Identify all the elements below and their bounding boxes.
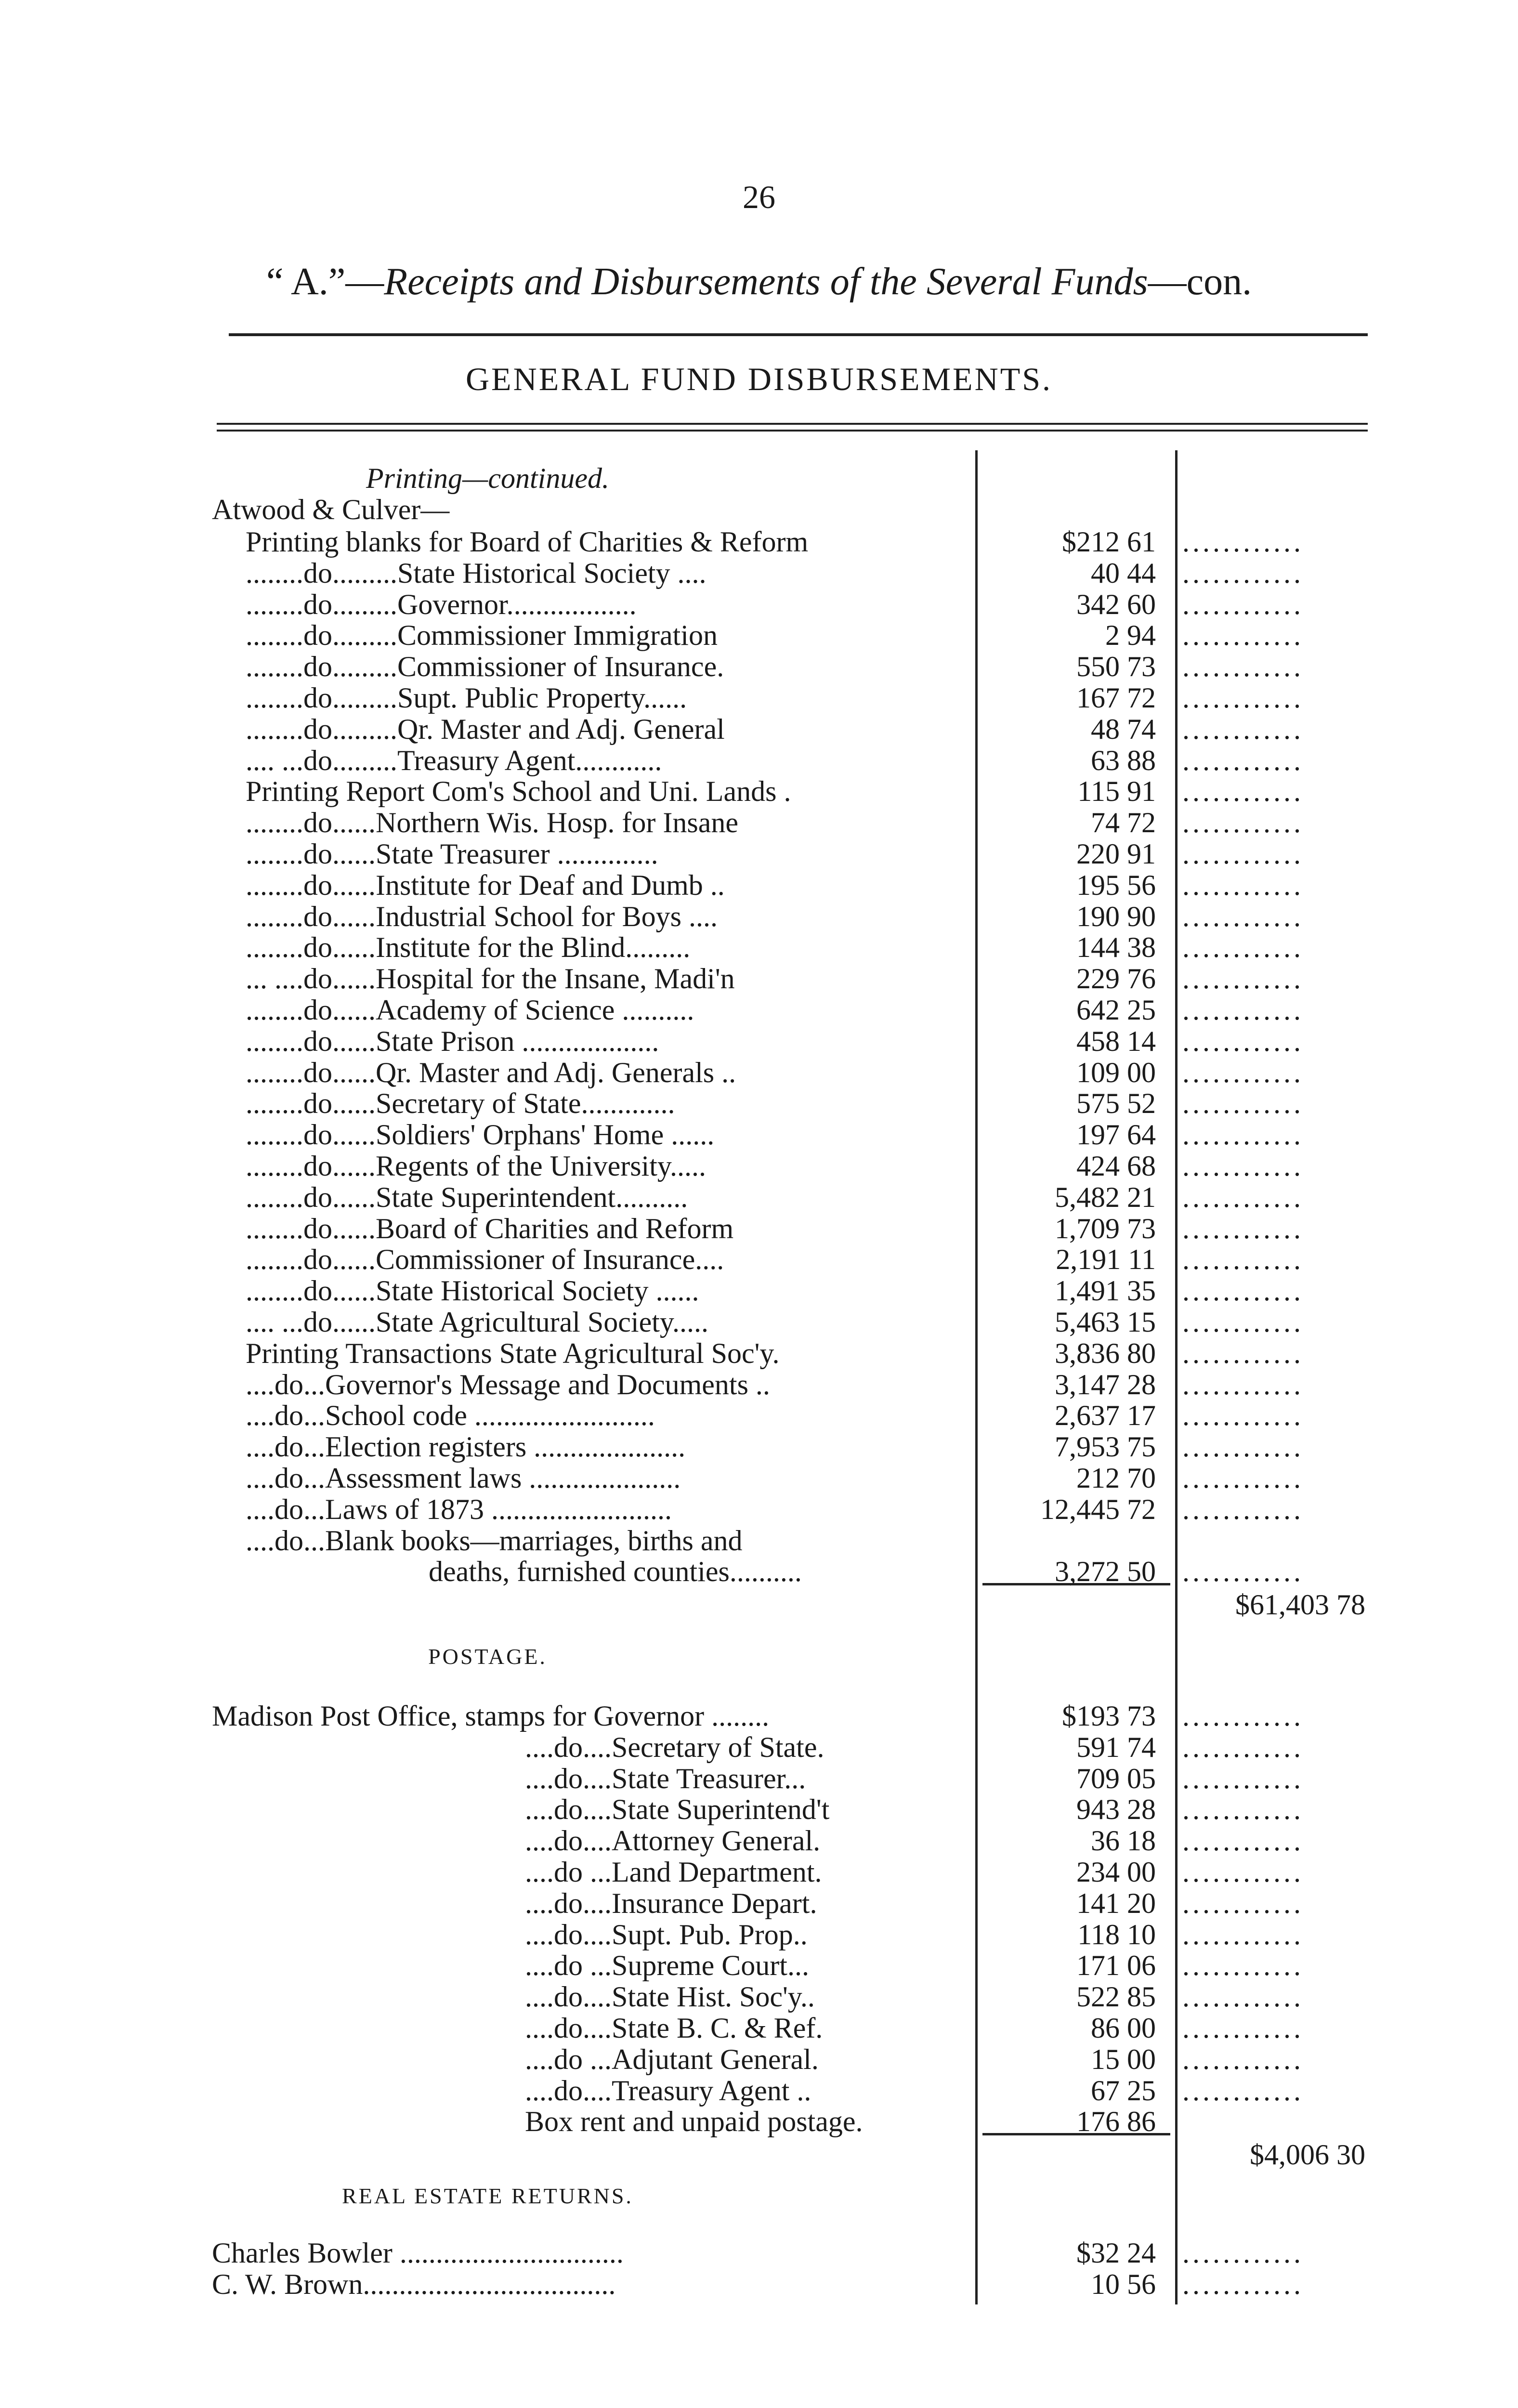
row-description: C. W. Brown................................... [212,2268,616,2300]
row-amount: 144 38 [1076,931,1156,964]
row-amount: 5,463 15 [1055,1306,1156,1338]
row-description: ....do....Supt. Pub. Prop.. [525,1918,808,1950]
row-amount: 10 56 [1091,2268,1156,2300]
header-rule [229,333,1368,336]
dot-leader: ............ [1182,2012,1304,2044]
table-row [0,1731,1518,1763]
row-amount: 15 00 [1091,2043,1156,2075]
row-amount: 74 72 [1091,807,1156,839]
row-amount: 1,491 35 [1055,1275,1156,1307]
dot-leader: ............ [1182,1887,1304,1919]
table-row [0,1119,1518,1151]
table-row [0,2043,1518,2075]
contractor-name: Atwood & Culver— [212,494,450,525]
row-description: Printing Transactions State Agricultural Soc'y. [246,1337,780,1369]
running-title [0,260,1518,304]
table-row [0,682,1518,714]
dot-leader: ............ [1182,1243,1304,1276]
dot-leader: ............ [1182,1056,1304,1088]
table-row [0,651,1518,682]
section-total: $4,006 30 [1250,2139,1365,2171]
table-row [0,526,1518,558]
row-description: ........do.........Supt. Public Property...... [246,682,687,714]
printing-subtitle: Printing—continued. [366,462,609,494]
table-row [0,1243,1518,1275]
row-amount: 220 91 [1076,838,1156,870]
row-amount: 63 88 [1091,744,1156,776]
row-description: ....do ...Adjutant General. [525,2043,819,2075]
dot-leader: ............ [1182,1700,1304,1732]
row-description: Box rent and unpaid postage. [525,2106,863,2138]
dot-leader: ............ [1182,1793,1304,1826]
table-row [0,1369,1518,1400]
table-row [0,807,1518,838]
dot-leader: ............ [1182,619,1304,652]
table-row [0,1763,1518,1794]
row-description: ........do......State Prison ................... [246,1025,659,1057]
table-row [0,1950,1518,1981]
dot-leader: ............ [1182,588,1304,620]
table-row [0,1919,1518,1950]
row-amount: 3,272 50 [1055,1556,1156,1588]
table-row [0,1856,1518,1888]
running-title-prefix: “ A.”— [266,261,384,303]
table-row [0,2237,1518,2269]
dot-leader: ............ [1182,838,1304,870]
table-row [0,775,1518,807]
row-description: ....do....State Hist. Soc'y.. [525,1981,815,2013]
table-row [0,1150,1518,1182]
page-number: 26 [743,179,775,215]
row-amount: 591 74 [1076,1731,1156,1763]
dot-leader: ............ [1182,713,1304,745]
table-row [0,1700,1518,1732]
table-row [0,745,1518,776]
row-amount: 40 44 [1091,557,1156,589]
table-row [0,1025,1518,1057]
table-row [0,2139,1518,2171]
row-amount: 197 64 [1076,1119,1156,1151]
table-row [0,1525,1518,1557]
dot-leader: ............ [1182,1462,1304,1494]
row-description: ....do ...Supreme Court... [525,1950,809,1982]
row-amount: 2 94 [1105,619,1156,652]
row-description: ....do....Treasury Agent .. [525,2074,811,2107]
row-amount: 212 70 [1076,1462,1156,1494]
dot-leader: ............ [1182,2043,1304,2075]
row-description: ....do....State B. C. & Ref. [525,2012,823,2044]
dot-leader: ............ [1182,557,1304,589]
row-amount: $212 61 [1062,526,1156,558]
dot-leader: ............ [1182,2237,1304,2269]
table-row [0,869,1518,901]
row-description: ....do....State Superintend't [525,1793,830,1826]
row-amount: $32 24 [1076,2237,1156,2269]
dot-leader: ............ [1182,1493,1304,1525]
row-description: Printing blanks for Board of Charities & Reform [246,526,809,558]
dot-leader: ............ [1182,963,1304,995]
row-amount: 115 91 [1077,775,1156,808]
table-row [0,2106,1518,2137]
row-amount: 109 00 [1076,1056,1156,1088]
table-row [0,1793,1518,1825]
row-description: ........do......Secretary of State............. [246,1087,675,1120]
dot-leader: ............ [1182,1087,1304,1120]
section-title: GENERAL FUND DISBURSEMENTS. [465,361,1053,397]
row-description: ........do.........Commissioner of Insurance. [246,651,724,683]
row-description: ........do......Soldiers' Orphans' Home ...... [246,1119,715,1151]
dot-leader: ............ [1182,1762,1304,1794]
row-description: ........do......Commissioner of Insurance.... [246,1243,724,1276]
row-amount: 234 00 [1076,1856,1156,1888]
subtotal-rule [982,1583,1170,1585]
dot-leader: ............ [1182,1275,1304,1307]
table-row [0,963,1518,995]
dot-leader: ............ [1182,1306,1304,1338]
row-description: ....do...Governor's Message and Documents .. [246,1368,770,1400]
row-amount: 575 52 [1076,1087,1156,1120]
row-amount: 195 56 [1076,869,1156,901]
table-row [0,1057,1518,1088]
row-description: ........do.........State Historical Society .... [246,557,707,589]
row-amount: 48 74 [1091,713,1156,745]
table-row [0,1493,1518,1525]
row-amount: 458 14 [1076,1025,1156,1057]
dot-leader: ............ [1182,775,1304,808]
row-amount: 86 00 [1091,2012,1156,2044]
table-row [0,1589,1518,1621]
table-row [0,713,1518,745]
row-amount: 141 20 [1076,1887,1156,1919]
row-description: ........do......Industrial School for Boys .... [246,900,718,932]
row-description: Madison Post Office, stamps for Governor ........ [212,1700,770,1732]
table-row [0,619,1518,651]
dot-leader: ............ [1182,2268,1304,2300]
row-description: ... ....do......Hospital for the Insane, Madi'n [246,963,735,995]
row-description: ........do.........Qr. Master and Adj. General [246,713,725,745]
dot-leader: ............ [1182,1731,1304,1763]
dot-leader: ............ [1182,869,1304,901]
table-row [0,1337,1518,1369]
table-row [0,1400,1518,1431]
row-amount: 2,637 17 [1055,1400,1156,1432]
dot-leader: ............ [1182,2074,1304,2107]
table-row [0,901,1518,932]
dot-leader: ............ [1182,1368,1304,1400]
dot-leader: ............ [1182,1556,1304,1588]
row-amount: 550 73 [1076,651,1156,683]
dot-leader: ............ [1182,1025,1304,1057]
row-description: .... ...do......State Agricultural Society..... [246,1306,708,1338]
table-row [0,1275,1518,1307]
row-description: ........do......Regents of the University..... [246,1150,706,1182]
row-description: ....do....Insurance Depart. [525,1887,817,1919]
table-row [0,1462,1518,1494]
row-description: ........do......Northern Wis. Hosp. for Insane [246,807,738,839]
row-amount: 190 90 [1076,900,1156,932]
row-description: ....do...Laws of 1873 ......................... [246,1493,672,1525]
row-amount: 522 85 [1076,1981,1156,2013]
row-description: Charles Bowler ............................... [212,2237,624,2269]
row-description: ........do......Institute for the Blind......... [246,931,691,964]
dot-leader: ............ [1182,1337,1304,1369]
row-description: ........do.........Governor.................. [246,588,637,620]
dot-leader: ............ [1182,744,1304,776]
row-description: ....do...School code ......................... [246,1400,655,1432]
dot-leader: ............ [1182,1431,1304,1463]
row-description: ....do...Blank books—marriages, births and [246,1524,743,1557]
table-row [0,2012,1518,2044]
dot-leader: ............ [1182,1212,1304,1244]
row-description: ........do......Academy of Science .......... [246,994,694,1026]
dot-leader: ............ [1182,931,1304,964]
row-amount: 709 05 [1076,1762,1156,1794]
dot-leader: ............ [1182,1119,1304,1151]
row-description: ....do ...Land Department. [525,1856,822,1888]
table-row [0,838,1518,870]
row-description: ....do...Assessment laws ..................... [246,1462,681,1494]
row-amount: $193 73 [1062,1700,1156,1732]
row-description: ........do......Board of Charities and Reform [246,1212,734,1244]
dot-leader: ............ [1182,1825,1304,1857]
dot-leader: ............ [1182,1950,1304,1982]
row-amount: 229 76 [1076,963,1156,995]
dot-leader: ............ [1182,1856,1304,1888]
row-description: ....do...Election registers ..................... [246,1431,686,1463]
dot-leader: ............ [1182,682,1304,714]
row-amount: 118 10 [1077,1918,1156,1950]
table-row [0,1556,1518,1587]
row-amount: 1,709 73 [1055,1212,1156,1244]
postage-heading: POSTAGE. [428,1644,547,1669]
running-title-italic: Receipts and Disbursements of the Several Funds [384,261,1148,303]
row-description: ........do......Institute for Deaf and Dumb .. [246,869,725,901]
row-description: .... ...do.........Treasury Agent............ [246,744,662,776]
row-amount: 2,191 11 [1056,1243,1156,1276]
row-description: ....do....State Treasurer... [525,1762,806,1794]
row-amount: 7,953 75 [1055,1431,1156,1463]
row-description: ........do......State Superintendent.......... [246,1181,688,1213]
table-row [0,1431,1518,1463]
row-description: deaths, furnished counties.......... [429,1556,802,1588]
dot-leader: ............ [1182,1181,1304,1213]
row-amount: 171 06 [1076,1950,1156,1982]
row-amount: 642 25 [1076,994,1156,1026]
section-total: $61,403 78 [1235,1589,1365,1621]
row-amount: 12,445 72 [1040,1493,1156,1525]
row-amount: 176 86 [1076,2106,1156,2138]
row-amount: 36 18 [1091,1825,1156,1857]
dot-leader: ............ [1182,1400,1304,1432]
table-row [0,1213,1518,1244]
dot-leader: ............ [1182,526,1304,558]
table-row [0,589,1518,620]
row-description: ........do.........Commissioner Immigration [246,619,718,652]
dot-leader: ............ [1182,807,1304,839]
dot-leader: ............ [1182,651,1304,683]
real-estate-heading: REAL ESTATE RETURNS. [342,2184,633,2208]
row-description: ....do....Attorney General. [525,1825,821,1857]
subtotal-rule [982,2133,1170,2135]
dot-leader: ............ [1182,900,1304,932]
dot-leader: ............ [1182,994,1304,1026]
dot-leader: ............ [1182,1150,1304,1182]
table-row [0,1887,1518,1919]
double-rule [217,423,1368,432]
dot-leader: ............ [1182,1981,1304,2013]
running-title-suffix: —con. [1148,261,1252,303]
row-description: ........do......Qr. Master and Adj. Generals .. [246,1056,736,1088]
table-row [0,557,1518,589]
row-description: Printing Report Com's School and Uni. Lands . [246,775,791,808]
row-amount: 943 28 [1076,1793,1156,1826]
table-row [0,1181,1518,1213]
row-description: ........do......State Treasurer .............. [246,838,658,870]
table-row [0,1306,1518,1338]
table-row [0,1825,1518,1857]
table-row [0,931,1518,963]
row-description: ........do......State Historical Society ...... [246,1275,699,1307]
row-amount: 342 60 [1076,588,1156,620]
row-amount: 67 25 [1091,2074,1156,2107]
row-amount: 167 72 [1076,682,1156,714]
table-row [0,994,1518,1026]
table-row [0,1087,1518,1119]
table-row [0,2075,1518,2107]
row-amount: 3,836 80 [1055,1337,1156,1369]
row-amount: 424 68 [1076,1150,1156,1182]
dot-leader: ............ [1182,1918,1304,1950]
row-amount: 3,147 28 [1055,1368,1156,1400]
row-description: ....do....Secretary of State. [525,1731,824,1763]
table-row [0,2268,1518,2300]
table-row [0,1981,1518,2013]
row-amount: 5,482 21 [1055,1181,1156,1213]
